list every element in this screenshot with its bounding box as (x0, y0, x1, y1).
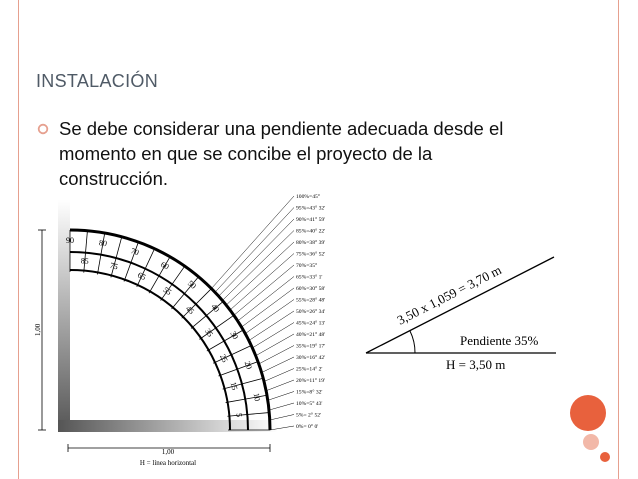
slope-percentage-label: 10%=5° 43' (296, 401, 323, 407)
inner-angle-label: 85 (80, 256, 90, 266)
inner-angle-label: 75 (108, 260, 119, 272)
slope-percentage-label: 95%=43° 32' (296, 205, 326, 212)
slope-ray (238, 277, 294, 322)
slope-percentage-label: 70%=35° (296, 263, 318, 269)
tick-mark (161, 266, 185, 300)
inner-angle-label: 15 (228, 381, 240, 392)
right-margin-rule (618, 0, 619, 479)
inner-arc (70, 252, 248, 430)
pendiente-label: Pendiente 35% (460, 333, 539, 348)
slope-ray (266, 380, 294, 391)
outer-angle-label: 50 (185, 278, 198, 291)
outer-angle-label: 70 (129, 246, 141, 258)
angle-arc (410, 331, 415, 353)
slope-protractor-figure (30, 190, 340, 479)
slope-percentage-label: 60%=30° 58' (296, 286, 326, 292)
inner-angle-label: 5 (234, 412, 244, 418)
slope-percentage-label: 25%=14° 2' (296, 366, 323, 373)
slope-percentage-label: 5%= 2° 52' (296, 412, 322, 419)
slope-percentage-label: 30%=16° 42' (296, 355, 326, 361)
slope-ray (269, 403, 294, 410)
slope-percentage-label: 45%=24° 13' (296, 320, 326, 327)
slope-ray (256, 334, 294, 356)
hollow-circle-bullet-icon (37, 123, 49, 135)
inner-angle-label: 45 (183, 304, 196, 317)
slope-ray (268, 392, 294, 401)
left-margin-rule (18, 0, 19, 479)
vertical-gradient-bar (58, 200, 70, 432)
hypotenuse-label: 3,50 x 1,059 = 3,70 m (394, 262, 504, 328)
decor-dot-small (600, 452, 610, 462)
slope-ray (259, 346, 294, 364)
decor-dot-medium (583, 434, 599, 450)
slope-percentage-label: 75%=36° 52' (296, 251, 326, 258)
slope-percentage-label: 90%=41° 59' (296, 217, 326, 223)
slope-percentage-label: 50%=26° 34' (296, 309, 326, 315)
outer-angle-label: 80 (98, 238, 108, 249)
inner-angle-label: 25 (217, 352, 230, 364)
tick-mark (199, 315, 233, 339)
slope-percentage-label: 40%=21° 48' (296, 332, 326, 338)
outer-angle-label: 90 (66, 235, 74, 245)
outer-angle-label: 10 (251, 392, 262, 402)
slope-ray (252, 323, 294, 348)
vertical-dimension-label: 1,00 (34, 323, 42, 336)
outer-angle-label: 20 (242, 359, 254, 371)
slope-ray (219, 219, 294, 296)
outer-angle-labels (66, 236, 262, 402)
bullet-text: Se debe considerar una pendiente adecuada desde el momento en que se concibe el proyecto de la construcción. (59, 118, 504, 189)
slope-ray (241, 288, 294, 327)
base-length-label: H = 3,50 m (446, 357, 506, 372)
outer-angle-label: 60 (159, 259, 171, 272)
outer-angle-label: 30 (228, 329, 241, 341)
slope-percentage-label: 55%=28° 48' (296, 297, 326, 304)
tick-mark (182, 289, 212, 319)
slope-percentage-label: 35%=19° 17' (296, 343, 326, 350)
slope-percentage-label: 0%= 0° 0' (296, 424, 319, 430)
tick-mark (213, 345, 251, 363)
horizontal-dimension-label: 1,00 (161, 448, 175, 456)
tick-mark (137, 249, 155, 287)
horizontal-line-caption: H = línea horizontal (139, 459, 197, 467)
inner-angle-labels (80, 256, 243, 417)
slope-ray (270, 415, 294, 421)
slope-percentage-label: 65%=33° 1' (296, 274, 323, 281)
slope-ray (264, 369, 294, 382)
slope-ray (245, 300, 294, 334)
inner-angle-label: 55 (161, 285, 174, 298)
protractor-arcs (70, 230, 270, 430)
slope-ray (262, 357, 294, 373)
slope-ray (222, 231, 294, 301)
slope-percentage-labels (296, 193, 325, 430)
slope-ray (234, 265, 294, 315)
slide-title: INSTALACIÓN (36, 71, 158, 91)
slope-percentage-label: 20%=11° 19' (296, 378, 326, 384)
inner-angle-label: 65 (136, 270, 148, 283)
inner-angle-label: 35 (202, 326, 215, 339)
outer-angle-label: 40 (209, 302, 222, 315)
slope-percentage-label: 80%=38° 39' (296, 240, 326, 246)
slope-ray (215, 208, 294, 293)
slope-percentage-label: 15%=8° 32' (296, 389, 323, 396)
slope-percentage-label: 100%=45° (296, 194, 321, 200)
decor-dot-large (570, 395, 606, 431)
slope-percentage-label: 85%=40° 22' (296, 228, 326, 235)
slope-example-diagram (360, 235, 580, 375)
